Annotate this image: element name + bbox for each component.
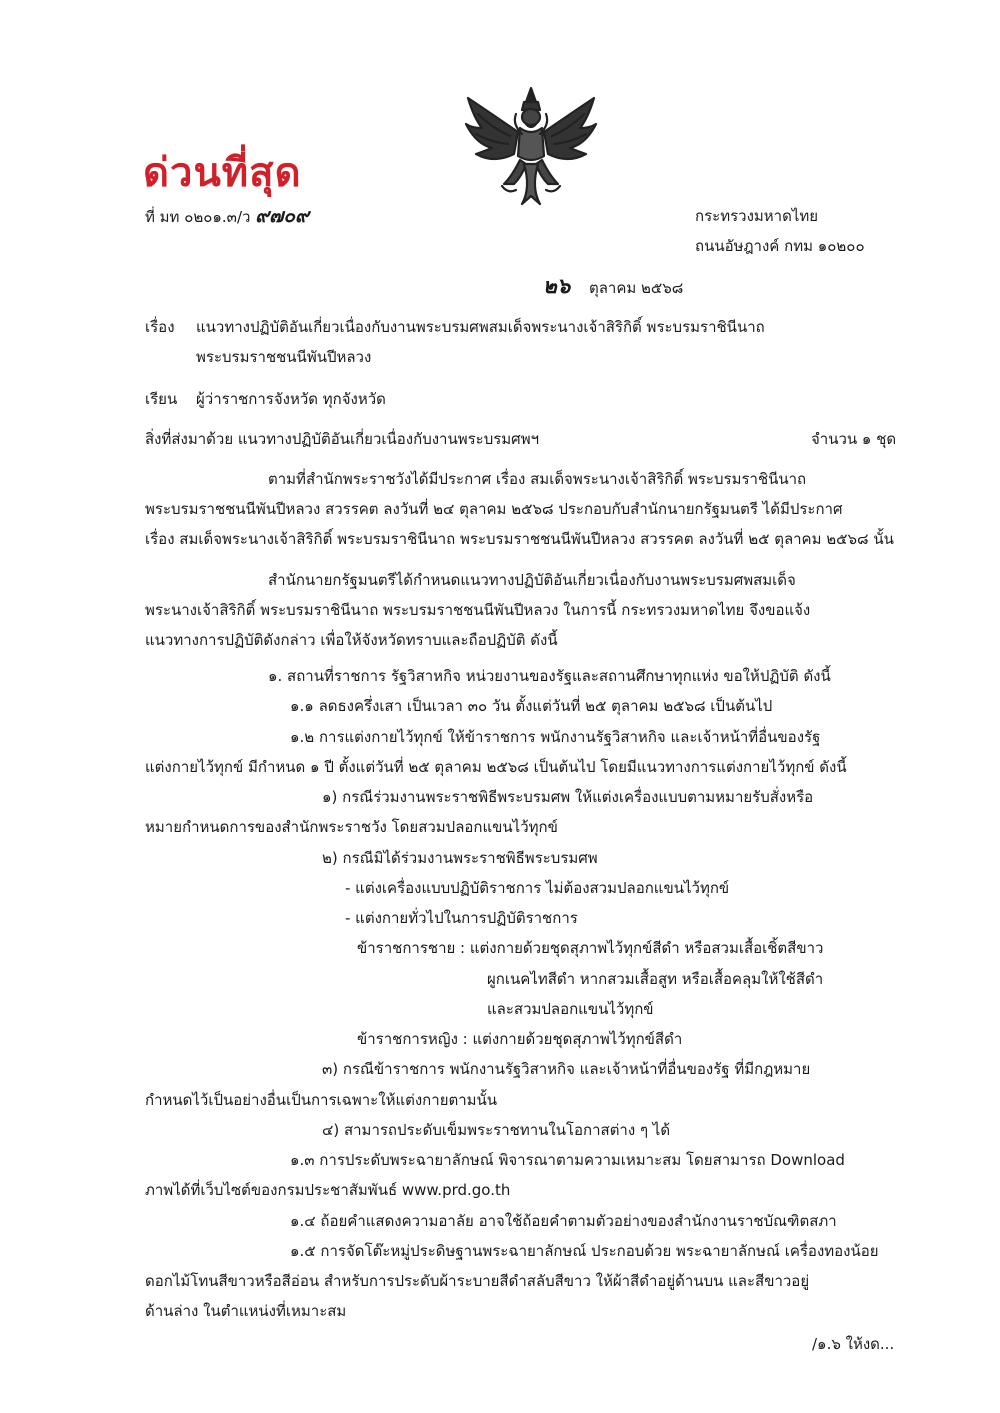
- item-1-2-line-2: แต่งกายไว้ทุกข์ มีกำหนด ๑ ปี ตั้งแต่วันที่ ๒๕ ตุลาคม ๒๕๖๘ เป็นต้นไป โดยมีแนวทางการแต่งกายไว้ทุกข์ ดังนี้: [145, 758, 847, 776]
- subitem-4: ๔) สามารถประดับเข็มพระราชทานในโอกาสต่าง ๆ ได้: [322, 1121, 671, 1139]
- para1-line-2: พระบรมราชชนนีพันปีหลวง สวรรคต ลงวันที่ ๒๔ ตุลาคม ๒๕๖๘ ประกอบกับสำนักนายกรัฐมนตรี ได้มีประกาศ: [145, 500, 843, 518]
- subitem-2-a: - แต่งเครื่องแบบปฏิบัติราชการ ไม่ต้องสวมปลอกแขนไว้ทุกข์: [345, 879, 730, 897]
- item-1-5-line-3: ด้านล่าง ในตำแหน่งที่เหมาะสม: [145, 1302, 347, 1320]
- female-dress: ข้าราชการหญิง : แต่งกายด้วยชุดสุภาพไว้ทุกข์สีดำ: [357, 1030, 683, 1048]
- para1-line-3: เรื่อง สมเด็จพระนางเจ้าสิริกิติ์ พระบรมราชินีนาถ พระบรมราชชนนีพันปีหลวง สวรรคต ลงวันที่ ๒๕ ตุลาคม ๒๕๖๘ นั้น: [145, 530, 894, 548]
- urgency-stamp: ด่วนที่สุด: [143, 149, 302, 196]
- ministry-name: กระทรวงมหาดไทย: [695, 207, 819, 225]
- item-1-3-line-2: ภาพได้ที่เว็บไซต์ของกรมประชาสัมพันธ์ www.prd.go.th: [145, 1181, 511, 1199]
- date-month-year: ตุลาคม ๒๕๖๘: [588, 279, 684, 297]
- recipient-value: ผู้ว่าราชการจังหวัด ทุกจังหวัด: [196, 390, 386, 408]
- item-1: ๑. สถานที่ราชการ รัฐวิสาหกิจ หน่วยงานของรัฐและสถานศึกษาทุกแห่ง ขอให้ปฏิบัติ ดังนี้: [268, 667, 831, 685]
- item-1-2-line-1: ๑.๒ การแต่งกายไว้ทุกข์ ให้ข้าราชการ พนักงานรัฐวิสาหกิจ และเจ้าหน้าที่อื่นของรัฐ: [290, 728, 821, 746]
- subitem-2-b: - แต่งกายทั่วไปในการปฏิบัติราชการ: [345, 909, 578, 927]
- male-dress-line-1: ข้าราชการชาย : แต่งกายด้วยชุดสุภาพไว้ทุกข์สีดำ หรือสวมเสื้อเชิ้ตสีขาว: [357, 939, 824, 957]
- para1-line-1: ตามที่สำนักพระราชวังได้มีประกาศ เรื่อง สมเด็จพระนางเจ้าสิริกิติ์ พระบรมราชินีนาถ: [268, 470, 807, 488]
- para2-line-2: พระนางเจ้าสิริกิติ์ พระบรมราชินีนาถ พระบรมราชชนนีพันปีหลวง ในการนี้ กระทรวงมหาดไทย จึงขอแจ้ง: [145, 601, 811, 619]
- para2-line-1: สำนักนายกรัฐมนตรีได้กำหนดแนวทางปฏิบัติอันเกี่ยวเนื่องกับงานพระบรมศพสมเด็จ: [268, 571, 796, 589]
- item-1-5-line-1: ๑.๕ การจัดโต๊ะหมู่ประดิษฐานพระฉายาลักษณ์ ประกอบด้วย พระฉายาลักษณ์ เครื่องทองน้อย: [290, 1242, 879, 1260]
- document-date: [543, 273, 684, 298]
- enclosure-text: สิ่งที่ส่งมาด้วย แนวทางปฏิบัติอันเกี่ยวเนื่องกับงานพระบรมศพฯ: [145, 430, 540, 448]
- reference-prefix: ที่ มท ๐๒๐๑.๓/ว: [145, 208, 251, 226]
- para2-line-3: แนวทางการปฏิบัติดังกล่าว เพื่อให้จังหวัดทราบและถือปฏิบัติ ดังนี้: [145, 631, 558, 649]
- subject-label: เรื่อง: [145, 318, 175, 336]
- date-day-handwritten: ๒๖: [543, 273, 571, 298]
- item-1-4: ๑.๔ ถ้อยคำแสดงความอาลัย อาจใช้ถ้อยคำตามตัวอย่างของสำนักงานราชบัณฑิตสภา: [290, 1212, 837, 1230]
- garuda-emblem-icon: [462, 84, 600, 208]
- male-dress-line-2: ผูกเนคไทสีดำ หากสวมเสื้อสูท หรือเสื้อคลุมให้ใช้สีดำ: [487, 970, 824, 988]
- subitem-3-line-2: กำหนดไว้เป็นอย่างอื่นเป็นการเฉพาะให้แต่งกายตามนั้น: [145, 1091, 498, 1109]
- recipient-label: เรียน: [145, 390, 178, 408]
- male-dress-line-3: และสวมปลอกแขนไว้ทุกข์: [487, 1000, 654, 1018]
- enclosure-quantity: จำนวน ๑ ชุด: [811, 430, 897, 448]
- page-continuation: /๑.๖ ให้งด...: [812, 1335, 895, 1353]
- subject-line-2: พระบรมราชชนนีพันปีหลวง: [196, 348, 372, 366]
- item-1-1: ๑.๑ ลดธงครึ่งเสา เป็นเวลา ๓๐ วัน ตั้งแต่วันที่ ๒๕ ตุลาคม ๒๕๖๘ เป็นต้นไป: [290, 697, 773, 715]
- item-1-3-line-1: ๑.๓ การประดับพระฉายาลักษณ์ พิจารณาตามความเหมาะสม โดยสามารถ Download: [290, 1151, 845, 1169]
- reference-handwritten-number: ๙๗๐๙: [255, 205, 309, 227]
- subitem-1-line-1: ๑) กรณีร่วมงานพระราชพิธีพระบรมศพ ให้แต่งเครื่องแบบตามหมายรับสั่งหรือ: [322, 788, 814, 806]
- reference-number: [145, 206, 309, 227]
- subitem-1-line-2: หมายกำหนดการของสำนักพระราชวัง โดยสวมปลอกแขนไว้ทุกข์: [145, 818, 558, 836]
- subitem-3-line-1: ๓) กรณีข้าราชการ พนักงานรัฐวิสาหกิจ และเจ้าหน้าที่อื่นของรัฐ ที่มีกฎหมาย: [322, 1060, 811, 1078]
- subject-line-1: แนวทางปฏิบัติอันเกี่ยวเนื่องกับงานพระบรมศพสมเด็จพระนางเจ้าสิริกิติ์ พระบรมราชินีนาถ: [196, 318, 765, 336]
- item-1-5-line-2: ดอกไม้โทนสีขาวหรือสีอ่อน สำหรับการประดับผ้าระบายสีดำสลับสีขาว ให้ผ้าสีดำอยู่ด้านบน และสีขาวอยู่: [145, 1272, 810, 1290]
- subitem-2: ๒) กรณีมิได้ร่วมงานพระราชพิธีพระบรมศพ: [322, 849, 598, 867]
- ministry-address: ถนนอัษฎางค์ กทม ๑๐๒๐๐: [695, 237, 865, 255]
